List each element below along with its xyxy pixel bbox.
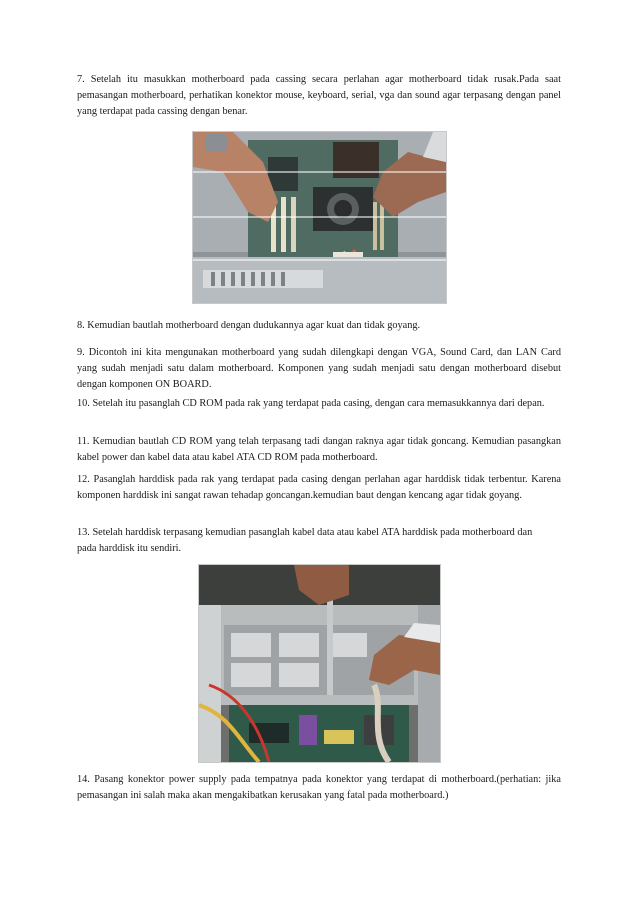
harddisk-installation-photo (199, 565, 440, 762)
step-14-paragraph: 14. Pasang konektor power supply pada tempatnya pada konektor yang terdapat di motherboard.(perhatian: jika pemasangan ini salah maka akan mengakibatkan kerusakan yang fatal pada motherboard.) (77, 774, 561, 802)
motherboard-installation-photo (193, 132, 446, 303)
step-8-paragraph: 8. Kemudian bautlah motherboard dengan dudukannya agar kuat dan tidak goyang. (77, 320, 421, 331)
step-13-paragraph: 13. Setelah harddisk terpasang kemudian pasanglah kabel data atau kabel ATA harddisk pada motherboard dan pada harddisk itu sendiri. (77, 527, 533, 555)
step-12-paragraph: 12. Pasanglah harddisk pada rak yang terdapat pada casing dengan perlahan agar harddisk tidak terbentur. Karena komponen harddisk ini sangat rawan tehadap goncangan.kemudian baut dengan kencang agar tidak goyang. (77, 474, 561, 502)
step-9-paragraph: 9. Dicontoh ini kita mengunakan motherboard yang sudah dilengkapi dengan VGA, Sound Card, dan LAN Card yang sudah menjadi satu dalam motherboard. Komponen yang sudah menjadi satu dengan motherboard disebut dengan komponen ON BOARD. (77, 347, 561, 391)
step-7-paragraph: 7. Setelah itu masukkan motherboard pada cassing secara perlahan agar motherboard tidak rusak.Pada saat pemasangan motherboard, perhatikan konektor mouse, keyboard, serial, vga dan sound agar terpasang dengan panel yang terdapat pada cassing dengan benar. (77, 74, 561, 118)
step-10-paragraph: 10. Setelah itu pasanglah CD ROM pada rak yang terdapat pada casing, dengan cara memasukkannya dari depan. (77, 398, 545, 409)
step-11-paragraph: 11. Kemudian bautlah CD ROM yang telah terpasang tadi dangan raknya agar tidak goncang. Kemudian pasangkan kabel power dan kabel data atau kabel ATA CD ROM pada motherboard. (77, 436, 561, 464)
